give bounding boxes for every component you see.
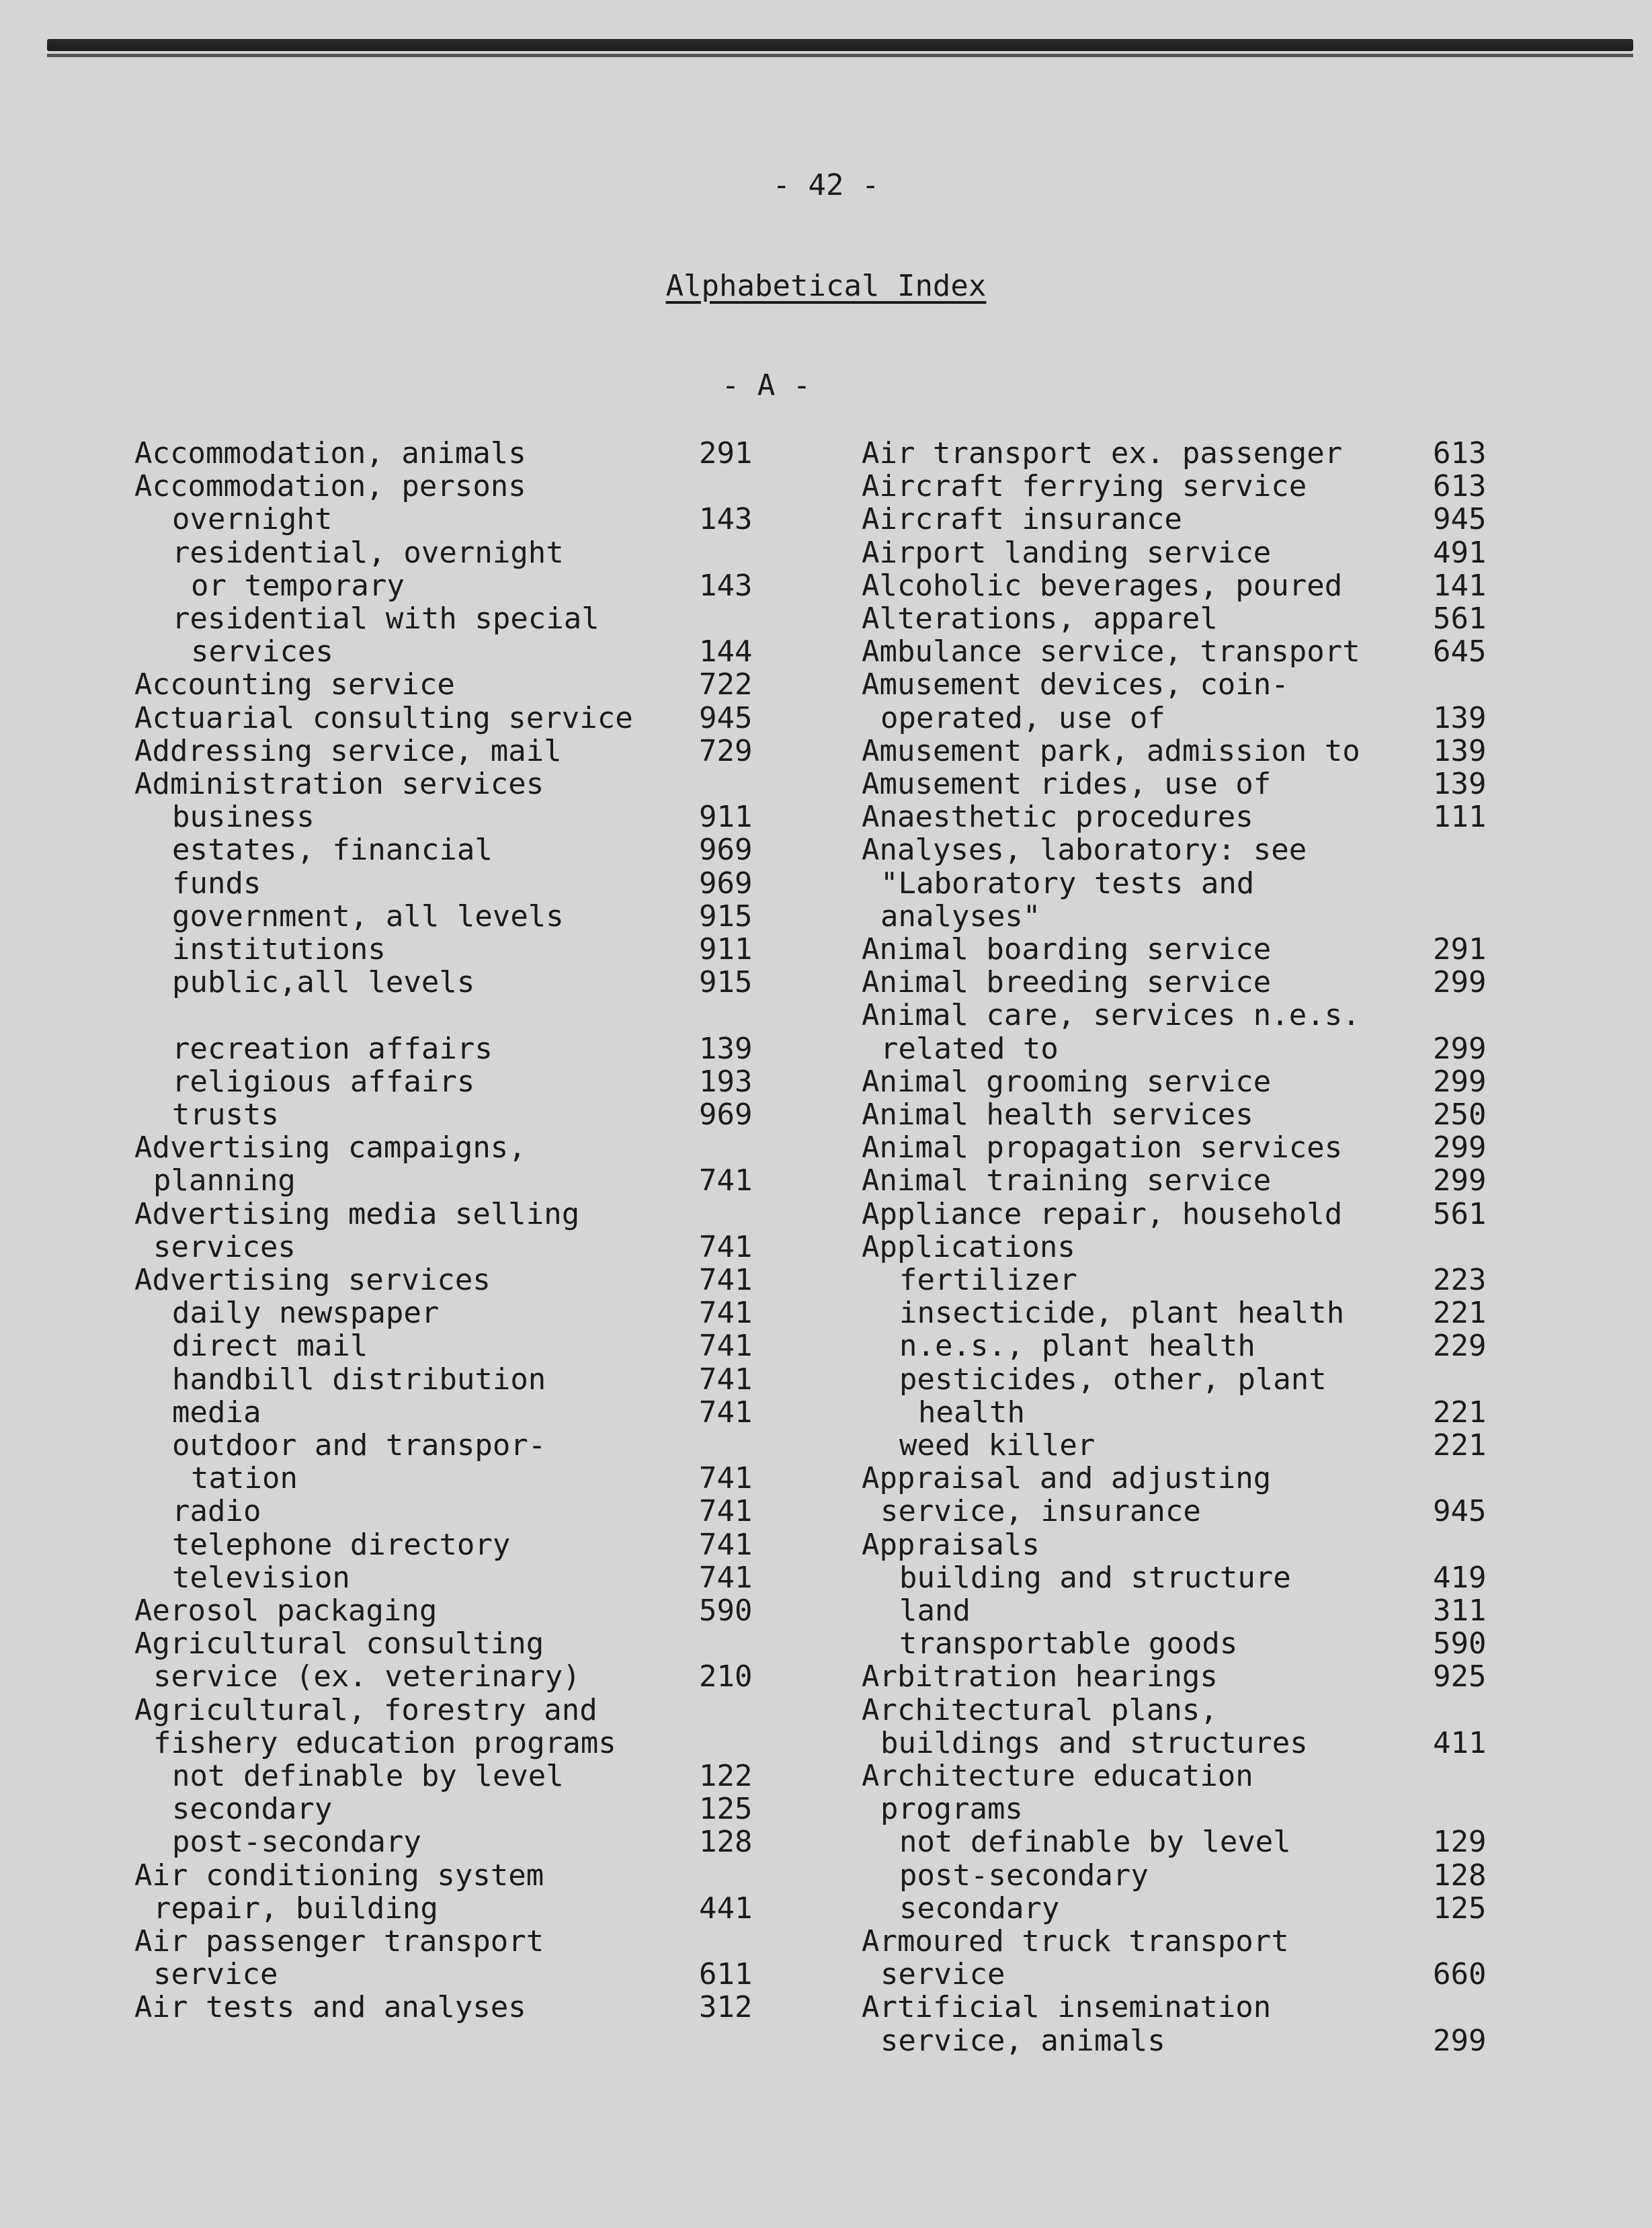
index-entry-page-code: 613 [1433,436,1487,470]
index-entry-page-code: 299 [1433,1130,1487,1165]
index-entry-text: not definable by level [899,1825,1291,1860]
index-entry-text: Architecture education [862,1759,1253,1793]
index-entry-page-code: 139 [699,1031,753,1066]
index-entry-page-code: 441 [699,1891,753,1926]
index-entry-page-code: 143 [699,502,753,537]
index-entry-text: Animal care, services n.e.s. [862,998,1360,1033]
index-entry-page-code: 741 [699,1296,753,1331]
index-entry-text: Advertising media selling [134,1196,580,1231]
index-entry-text: services [153,1229,296,1264]
index-entry-page-code: 139 [1433,733,1487,768]
index-entry-text: institutions [172,932,386,966]
index-entry-page-code: 741 [699,1395,753,1430]
index-entry-page-code: 128 [1433,1858,1487,1893]
index-entry-text: Amusement park, admission to [862,733,1360,768]
index-entry-page-code: 299 [1433,1163,1487,1198]
index-entry-text: Actuarial consulting service [134,700,633,735]
index-entry-text: Armoured truck transport [862,1924,1289,1958]
index-entry-text: religious affairs [172,1064,475,1099]
index-entry-page-code: 722 [699,667,753,702]
index-entry-page-code: 129 [1433,1825,1487,1860]
index-entry-text: Air tests and analyses [134,1990,526,2025]
index-entry-page-code: 193 [699,1064,753,1099]
index-entry-page-code: 741 [699,1362,753,1397]
index-entry-text: Animal training service [862,1163,1272,1198]
index-entry-text: building and structure [899,1560,1291,1595]
index-entry-page-code: 122 [699,1759,753,1793]
index-entry-page-code: 915 [699,965,753,1000]
page-number: - 42 - [772,168,880,202]
index-entry-text: secondary [172,1792,333,1827]
index-entry-text: Architectural plans, [862,1692,1218,1727]
index-entry-page-code: 111 [1433,800,1487,835]
index-entry-page-code: 312 [699,1990,753,2025]
index-entry-page-code: 590 [699,1594,753,1628]
index-entry-text: trusts [172,1098,279,1132]
index-entry-text: telephone directory [172,1527,511,1562]
index-entry-page-code: 139 [1433,767,1487,801]
index-entry-text: Ambulance service, transport [862,634,1360,669]
index-entry-text: Anaesthetic procedures [862,800,1253,835]
index-entry-page-code: 911 [699,932,753,966]
index-entry-text: health [918,1395,1025,1430]
index-entry-page-code: 741 [699,1494,753,1529]
index-entry-text: Arbitration hearings [862,1659,1218,1694]
index-entry-page-code: 210 [699,1659,753,1694]
index-entry-text: land [899,1594,970,1628]
index-entry-text: Appraisals [862,1527,1040,1562]
index-entry-page-code: 741 [699,1329,753,1364]
index-entry-text: "Laboratory tests and [880,866,1255,901]
index-entry-text: analyses" [880,899,1041,934]
index-entry-text: handbill distribution [172,1362,546,1397]
section-letter: - A - [721,368,811,403]
index-entry-text: transportable goods [899,1626,1238,1661]
index-entry-page-code: 139 [1433,700,1487,735]
index-entry-text: business [172,800,315,835]
index-entry-text: Aerosol packaging [134,1594,438,1628]
index-entry-text: recreation affairs [172,1031,493,1066]
index-entry-page-code: 911 [699,800,753,835]
index-entry-text: service, animals [880,2023,1165,2058]
index-entry-text: Addressing service, mail [134,733,562,768]
index-entry-page-code: 141 [1433,568,1487,603]
index-entry-text: Animal grooming service [862,1064,1272,1099]
index-entry-text: Aircraft ferrying service [862,469,1307,504]
top-rule-shadow [47,54,1633,57]
index-entry-page-code: 561 [1433,1196,1487,1231]
index-entry-page-code: 741 [699,1229,753,1264]
index-entry-page-code: 299 [1433,1064,1487,1099]
index-entry-page-code: 613 [1433,469,1487,504]
index-entry-page-code: 945 [699,700,753,735]
index-entry-text: overnight [172,502,333,537]
index-entry-text: Animal health services [862,1098,1253,1132]
index-entry-page-code: 969 [699,866,753,901]
index-entry-page-code: 645 [1433,634,1487,669]
index-entry-text: daily newspaper [172,1296,440,1331]
index-entry-text: fishery education programs [153,1725,616,1760]
index-entry-text: planning [153,1163,296,1198]
index-entry-text: Alcoholic beverages, poured [862,568,1343,603]
index-entry-page-code: 611 [699,1957,753,1992]
index-entry-page-code: 221 [1433,1428,1487,1462]
index-entry-text: Advertising services [134,1263,491,1297]
index-entry-page-code: 741 [699,1560,753,1595]
index-entry-text: service (ex. veterinary) [153,1659,581,1694]
index-entry-text: services [191,634,333,669]
index-entry-text: Administration services [134,767,544,801]
index-entry-page-code: 221 [1433,1296,1487,1331]
index-entry-text: Agricultural, forestry and [134,1692,597,1727]
index-entry-text: Air transport ex. passenger [862,436,1343,470]
index-entry-text: public,all levels [172,965,475,1000]
index-entry-text: government, all levels [172,899,564,934]
index-entry-text: Alterations, apparel [862,602,1218,636]
index-entry-page-code: 229 [1433,1329,1487,1364]
index-entry-text: post-secondary [172,1825,421,1860]
index-entry-text: Animal propagation services [862,1130,1343,1165]
index-entry-page-code: 561 [1433,602,1487,636]
index-entry-text: Amusement devices, coin- [862,667,1289,702]
index-entry-page-code: 311 [1433,1594,1487,1628]
index-entry-page-code: 969 [699,833,753,868]
index-entry-page-code: 969 [699,1098,753,1132]
page-title [0,269,1652,303]
index-entry-text: Air passenger transport [134,1924,544,1958]
index-entry-page-code: 223 [1433,1263,1487,1297]
index-entry-text: Analyses, laboratory: see [862,833,1307,868]
index-entry-text: buildings and structures [880,1725,1308,1760]
index-entry-page-code: 491 [1433,535,1487,570]
index-entry-page-code: 128 [699,1825,753,1860]
index-entry-text: Appliance repair, household [862,1196,1343,1231]
index-entry-page-code: 299 [1433,2023,1487,2058]
index-entry-text: service, insurance [880,1494,1201,1529]
index-entry-text: residential with special [172,602,600,636]
index-entry-text: insecticide, plant health [899,1296,1345,1331]
index-entry-text: media [172,1395,261,1430]
index-entry-text: or temporary [191,568,405,603]
index-entry-text: radio [172,1494,261,1529]
index-entry-text: Aircraft insurance [862,502,1182,537]
index-entry-page-code: 411 [1433,1725,1487,1760]
index-entry-text: service [153,1957,278,1992]
index-entry-text: secondary [899,1891,1060,1926]
index-entry-text: Amusement rides, use of [862,767,1272,801]
index-entry-page-code: 741 [699,1527,753,1562]
index-entry-page-code: 945 [1433,1494,1487,1529]
index-entry-text: operated, use of [880,700,1165,735]
index-entry-text: Appraisal and adjusting [862,1461,1272,1496]
index-entry-text: funds [172,866,261,901]
index-entry-text: Accommodation, animals [134,436,526,470]
index-entry-text: estates, financial [172,833,493,868]
page-title-text: Alphabetical Index [665,269,987,303]
index-entry-text: Advertising campaigns, [134,1130,526,1165]
index-entry-text: pesticides, other, plant [899,1362,1327,1397]
index-entry-text: direct mail [172,1329,368,1364]
index-entry-text: Accommodation, persons [134,469,526,504]
index-entry-text: Applications [862,1229,1075,1264]
index-entry-text: Agricultural consulting [134,1626,544,1661]
index-entry-text: Animal boarding service [862,932,1272,966]
index-entry-page-code: 660 [1433,1957,1487,1992]
index-entry-text: Accounting service [134,667,455,702]
index-entry-page-code: 221 [1433,1395,1487,1430]
index-entry-text: post-secondary [899,1858,1149,1893]
index-entry-text: tation [191,1461,298,1496]
index-entry-text: residential, overnight [172,535,564,570]
index-entry-page-code: 741 [699,1263,753,1297]
index-entry-page-code: 143 [699,568,753,603]
index-entry-page-code: 741 [699,1163,753,1198]
index-entry-text: related to [880,1031,1059,1066]
index-entry-text: Artificial insemination [862,1990,1272,2025]
index-entry-text: Animal breeding service [862,965,1272,1000]
index-entry-text: television [172,1560,350,1595]
index-entry-text: Airport landing service [862,535,1272,570]
index-entry-page-code: 299 [1433,1031,1487,1066]
index-entry-text: outdoor and transpor- [172,1428,546,1462]
index-entry-page-code: 125 [699,1792,753,1827]
index-entry-page-code: 291 [1433,932,1487,966]
index-entry-text: programs [880,1792,1023,1827]
index-entry-page-code: 419 [1433,1560,1487,1595]
top-rule [47,39,1633,51]
index-entry-page-code: 125 [1433,1891,1487,1926]
index-entry-text: n.e.s., plant health [899,1329,1255,1364]
index-entry-page-code: 250 [1433,1098,1487,1132]
index-entry-text: not definable by level [172,1759,564,1793]
index-entry-page-code: 299 [1433,965,1487,1000]
index-entry-page-code: 925 [1433,1659,1487,1694]
index-entry-text: service [880,1957,1005,1992]
index-entry-text: fertilizer [899,1263,1077,1297]
index-entry-page-code: 144 [699,634,753,669]
index-entry-page-code: 915 [699,899,753,934]
index-entry-page-code: 590 [1433,1626,1487,1661]
index-entry-text: repair, building [153,1891,438,1926]
index-entry-page-code: 945 [1433,502,1487,537]
index-entry-page-code: 741 [699,1461,753,1496]
index-entry-page-code: 291 [699,436,753,470]
index-entry-page-code: 729 [699,733,753,768]
index-entry-text: Air conditioning system [134,1858,544,1893]
index-entry-text: weed killer [899,1428,1096,1462]
